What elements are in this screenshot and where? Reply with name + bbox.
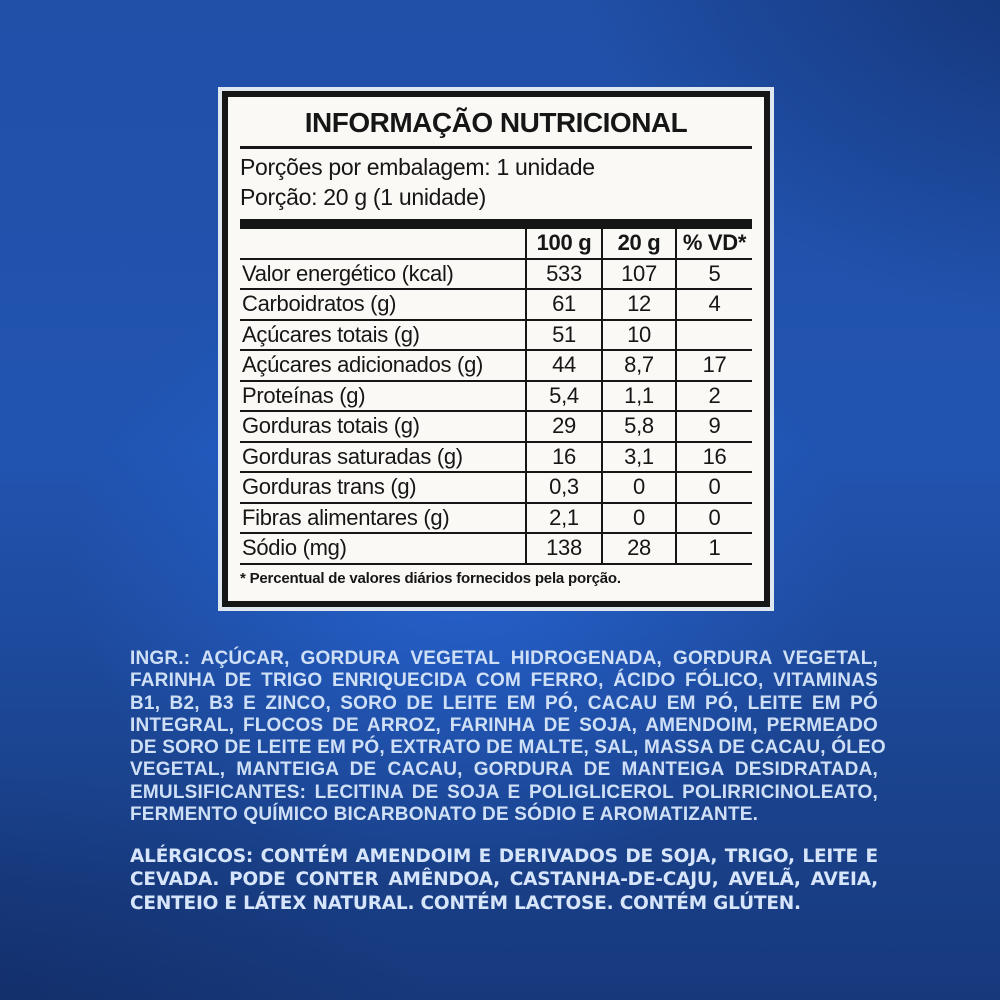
- nutrient-value-v100: 44: [525, 351, 601, 380]
- text-line: CEVADA. PODE CONTER AMÊNDOA, CASTANHA-DE-CAJU, AVELÃ, AVEIA,: [130, 869, 878, 891]
- nutrient-value-vd: 0: [675, 504, 752, 533]
- table-row: [240, 260, 752, 291]
- nutrient-value-v20: 1,1: [601, 382, 675, 411]
- text-line: VEGETAL, MANTEIGA DE CACAU, GORDURA DE MANTEIGA DESIDRATADA,: [130, 759, 878, 781]
- label-title: INFORMAÇÃO NUTRICIONAL: [304, 107, 688, 138]
- nutrient-value-v100: 61: [525, 290, 601, 319]
- nutrient-name: Proteínas (g): [242, 382, 366, 408]
- nutrient-name: Gorduras trans (g): [242, 474, 417, 499]
- table-row: [240, 321, 752, 352]
- header-col-vd: % VD*: [675, 229, 752, 258]
- table-row: [240, 443, 752, 474]
- header-col-20g: 20 g: [601, 229, 675, 258]
- text-line: B1, B2, B3 E ZINCO, SORO DE LEITE EM PÓ, CACAU EM PÓ, LEITE EM PÓ: [130, 692, 878, 714]
- nutrient-value-v20: 107: [601, 260, 675, 289]
- nutrient-value-v100: 138: [525, 534, 601, 563]
- table-header-row: [240, 229, 752, 260]
- nutrition-table: [240, 229, 752, 565]
- table-row: [240, 473, 752, 504]
- nutrient-name: Açúcares totais (g): [242, 321, 420, 347]
- text-line: ALÉRGICOS: CONTÉM AMENDOIM E DERIVADOS DE SOJA, TRIGO, LEITE E: [130, 846, 878, 867]
- header-col-100g: 100 g: [525, 229, 601, 258]
- nutrient-value-v100: 2,1: [525, 504, 601, 533]
- text-line: CENTEIO E LÁTEX NATURAL. CONTÉM LACTOSE. CONTÉM GLÚTEN.: [130, 892, 801, 914]
- nutrient-value-vd: 9: [675, 412, 752, 441]
- text-line: INTEGRAL, FLOCOS DE ARROZ, FARINHA DE SOJA, AMENDOIM, PERMEADO: [130, 714, 878, 736]
- header-nutrient-blank: [240, 229, 525, 258]
- nutrient-value-vd: 0: [675, 473, 752, 502]
- allergens-text: [130, 845, 878, 915]
- nutrient-value-vd: 1: [675, 534, 752, 563]
- nutrient-value-vd: [675, 321, 752, 350]
- nutrient-value-v20: 10: [601, 321, 675, 350]
- nutrient-value-vd: 5: [675, 260, 752, 289]
- table-row: [240, 504, 752, 535]
- nutrient-name: Gorduras saturadas (g): [242, 443, 463, 469]
- thick-divider: [240, 219, 752, 229]
- nutrient-value-v100: 29: [525, 412, 601, 441]
- table-row: [240, 534, 752, 565]
- table-row: [240, 412, 752, 443]
- nutrient-value-vd: 2: [675, 382, 752, 411]
- text-line: FERMENTO QUÍMICO BICARBONATO DE SÓDIO E AROMATIZANTE.: [130, 804, 759, 826]
- nutrition-rows: [240, 260, 752, 565]
- nutrient-value-v20: 5,8: [601, 412, 675, 441]
- nutrient-value-v20: 0: [601, 504, 675, 533]
- nutrition-label: [222, 91, 770, 607]
- nutrient-value-v100: 5,4: [525, 382, 601, 411]
- table-row: [240, 290, 752, 321]
- nutrient-value-vd: 4: [675, 290, 752, 319]
- nutrient-name: Açúcares adicionados (g): [242, 352, 484, 377]
- nutrient-name: Carboidratos (g): [242, 291, 397, 316]
- serving-info: [240, 149, 752, 217]
- nutrient-value-v100: 16: [525, 443, 601, 472]
- serving-size: Porção: 20 g (1 unidade): [240, 184, 486, 210]
- nutrient-value-v100: 51: [525, 321, 601, 350]
- text-line: EMULSIFICANTES: LECITINA DE SOJA E POLIGLICEROL POLIRRICINOLEATO,: [130, 781, 878, 803]
- text-line: FARINHA DE TRIGO ENRIQUECIDA COM FERRO, ÁCIDO FÓLICO, VITAMINAS: [130, 670, 878, 692]
- text-line: DE SORO DE LEITE EM PÓ, EXTRATO DE MALTE, SAL, MASSA DE CACAU, ÓLEO: [130, 737, 886, 759]
- nutrient-value-v100: 533: [525, 260, 601, 289]
- nutrient-name: Fibras alimentares (g): [242, 504, 450, 530]
- table-row: [240, 382, 752, 413]
- nutrient-name: Gorduras totais (g): [242, 413, 420, 438]
- nutrient-value-v100: 0,3: [525, 473, 601, 502]
- footnote: * Percentual de valores diários fornecidos pela porção.: [240, 569, 621, 587]
- nutrient-value-v20: 3,1: [601, 443, 675, 472]
- nutrient-name: Sódio (mg): [242, 535, 347, 560]
- nutrient-value-v20: 28: [601, 534, 675, 563]
- ingredients-text: [130, 648, 886, 826]
- nutrient-value-vd: 16: [675, 443, 752, 472]
- table-row: [240, 351, 752, 382]
- text-line: INGR.: AÇÚCAR, GORDURA VEGETAL HIDROGENADA, GORDURA VEGETAL,: [130, 648, 878, 669]
- servings-per-package: Porções por embalagem: 1 unidade: [240, 154, 595, 180]
- nutrient-value-vd: 17: [675, 351, 752, 380]
- nutrient-value-v20: 12: [601, 290, 675, 319]
- nutrient-value-v20: 8,7: [601, 351, 675, 380]
- nutrient-name: Valor energético (kcal): [242, 260, 454, 286]
- nutrient-value-v20: 0: [601, 473, 675, 502]
